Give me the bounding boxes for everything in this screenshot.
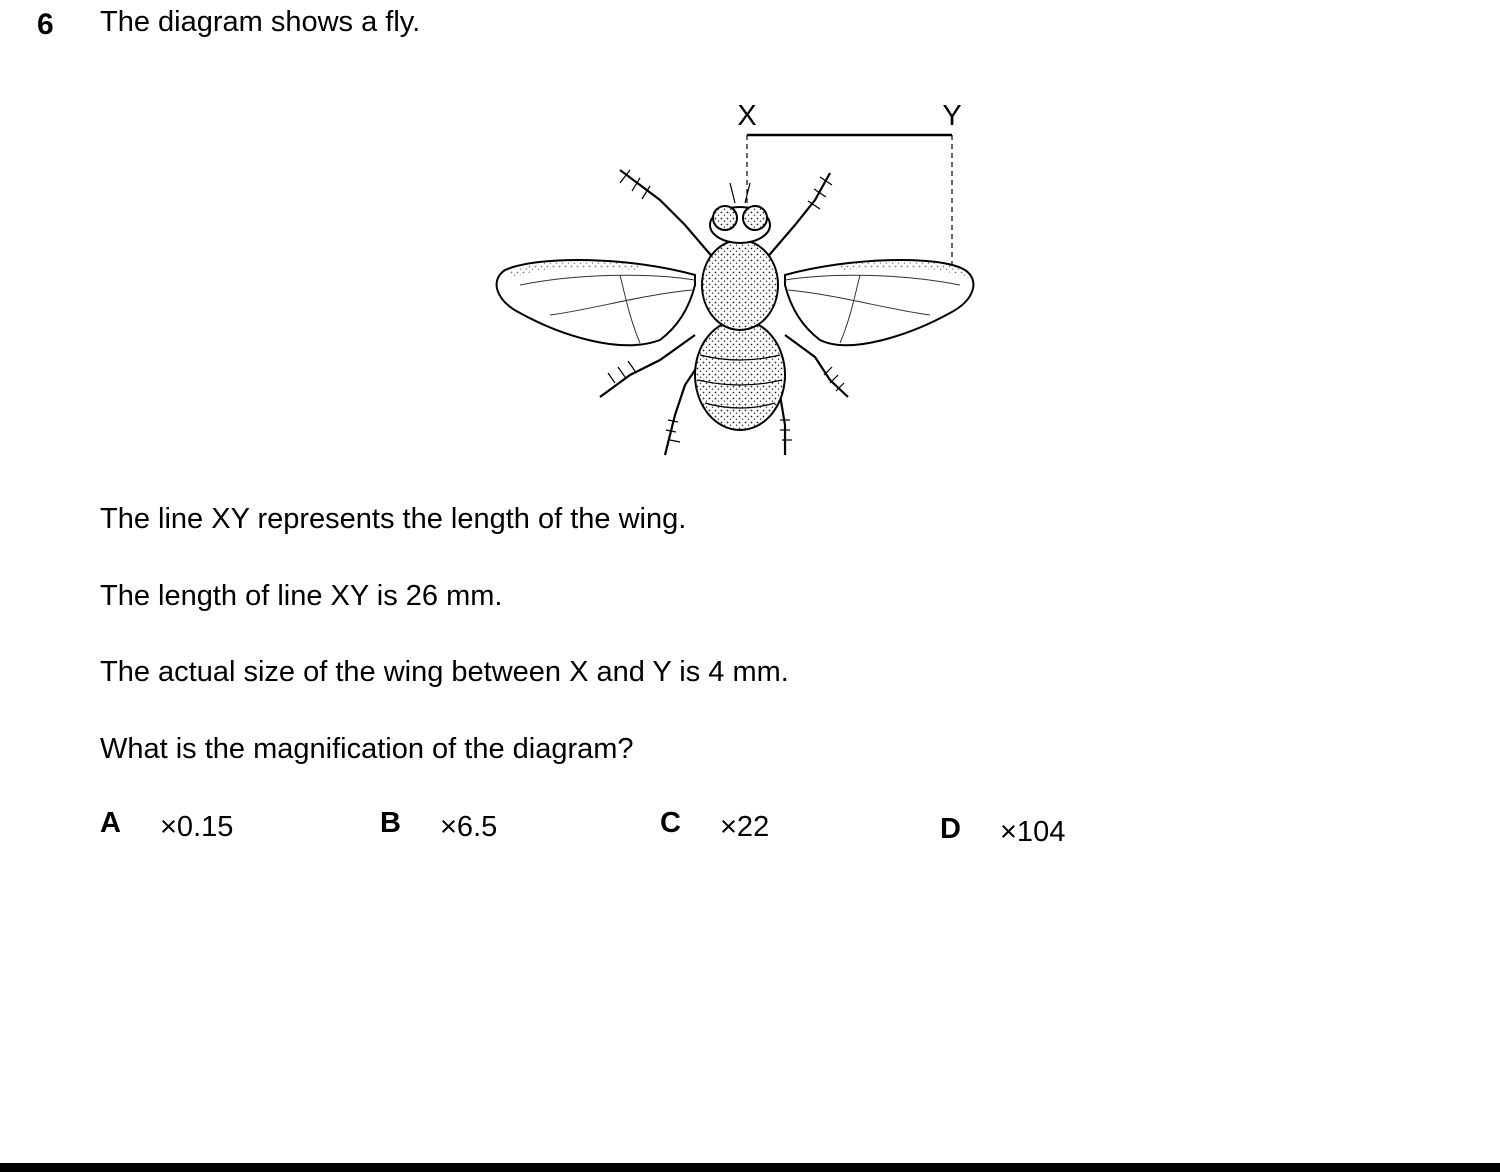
option-c-letter: C — [660, 807, 681, 839]
fly-body — [695, 183, 785, 430]
question-line-4: What is the magnification of the diagram? — [100, 733, 634, 765]
label-y: Y — [942, 100, 962, 132]
label-x: X — [737, 100, 757, 132]
question-intro: The diagram shows a fly. — [100, 6, 421, 38]
option-d-letter: D — [940, 813, 961, 845]
option-c-value: ×22 — [720, 811, 770, 843]
option-a-value: ×0.15 — [160, 811, 234, 843]
question-line-1: The line XY represents the length of the wing. — [100, 503, 687, 535]
question-line-2: The length of line XY is 26 mm. — [100, 580, 503, 612]
footer-bar — [0, 1163, 1500, 1172]
fly-diagram — [480, 85, 1000, 470]
right-wing — [785, 260, 973, 345]
option-d-value: ×104 — [1000, 816, 1066, 848]
left-wing — [497, 260, 695, 345]
question-number: 6 — [37, 8, 54, 41]
option-a-letter: A — [100, 807, 121, 839]
question-line-3: The actual size of the wing between X and Y is 4 mm. — [100, 656, 789, 688]
xy-scale-line — [747, 135, 952, 280]
option-b-letter: B — [380, 807, 401, 839]
option-b-value: ×6.5 — [440, 811, 498, 843]
